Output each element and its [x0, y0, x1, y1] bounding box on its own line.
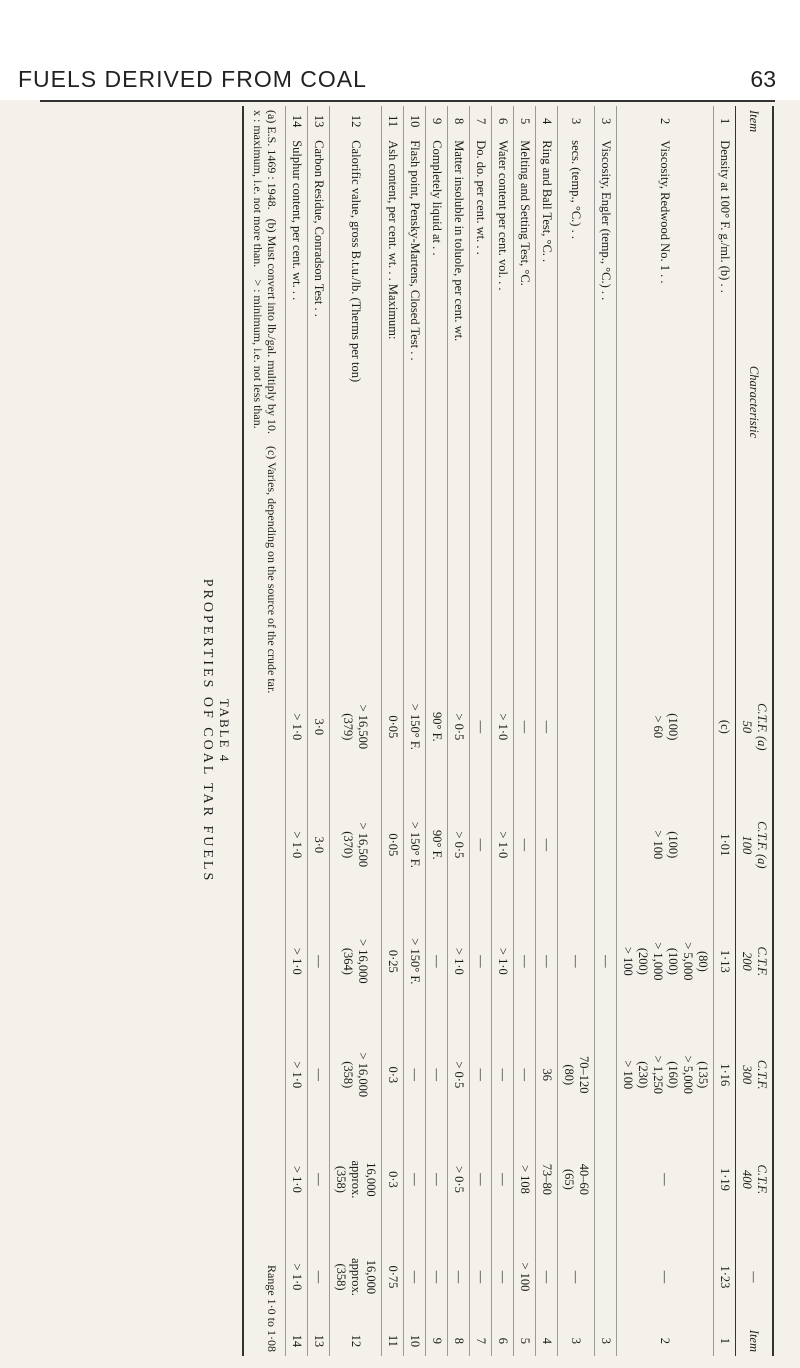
cell-item: 3	[558, 1326, 595, 1356]
rotated-table-holder	[50, 106, 774, 1356]
cell-item: 5	[514, 1326, 536, 1356]
footnote-c: (c) Varies, depending on the source of the crude tar.	[265, 445, 279, 694]
cell-characteristic: Carbon Residue, Conradson Test . .	[308, 136, 330, 668]
running-head: FUELS DERIVED FROM COAL	[18, 66, 367, 92]
table-row	[382, 106, 404, 1356]
cell-characteristic: Calorific value, gross B.t.u./lb. (Therms per ton)	[330, 136, 382, 668]
table-row	[330, 106, 382, 1356]
cell-value: > 1·0	[492, 786, 514, 904]
table-number: TABLE 4	[217, 698, 233, 764]
cell-item: 11	[382, 1326, 404, 1356]
cell-item: 1	[714, 1326, 736, 1356]
cell-value: 0·3	[382, 1019, 404, 1131]
cell-characteristic: Viscosity, Engler (temp., °C.) . .	[595, 136, 617, 668]
cell-value	[595, 1019, 617, 1131]
cell-item: 6	[492, 106, 514, 136]
cell-value: —	[426, 1131, 448, 1228]
header-col-3: C.T.F. 200	[736, 904, 774, 1019]
table-row	[536, 106, 558, 1356]
cell-item: 9	[426, 1326, 448, 1356]
cell-item: 5	[514, 106, 536, 136]
header-col-5: C.T.F. 400	[736, 1131, 774, 1228]
cell-value: —	[470, 1019, 492, 1131]
cell-characteristic: Viscosity, Redwood No. 1 . .	[617, 136, 714, 668]
cell-item: 7	[470, 106, 492, 136]
cell-value: —	[470, 1228, 492, 1326]
cell-value: —	[426, 904, 448, 1019]
cell-characteristic: Density at 100° F. g./ml. (b) . .	[714, 136, 736, 668]
cell-value: —	[536, 786, 558, 904]
cell-item: 2	[617, 106, 714, 136]
cell-item: 13	[308, 1326, 330, 1356]
cell-value: —	[492, 1131, 514, 1228]
cell-value: 0·25	[382, 904, 404, 1019]
table-caption	[198, 106, 242, 1356]
cell-value: > 16,000 (364)	[330, 904, 382, 1019]
cell-characteristic: Ash content, per cent. wt. . . Maximum:	[382, 136, 404, 668]
footnote-row	[243, 106, 285, 1356]
cell-value: —	[514, 786, 536, 904]
cell-value	[595, 1228, 617, 1326]
cell-item: 1	[714, 106, 736, 136]
cell-item: 9	[426, 106, 448, 136]
table-title: PROPERTIES OF COAL TAR FUELS	[199, 578, 215, 884]
cell-value	[558, 668, 595, 786]
cell-characteristic: Melting and Setting Test, °C.	[514, 136, 536, 668]
cell-value: 90° F.	[426, 786, 448, 904]
cell-value	[595, 1131, 617, 1228]
cell-value: 0·75	[382, 1228, 404, 1326]
table-row	[595, 106, 617, 1356]
header-row	[736, 106, 774, 1356]
cell-characteristic: secs. (temp., °C.) . .	[558, 136, 595, 668]
cell-value	[595, 668, 617, 786]
cell-value: 16,000 approx. (358)	[330, 1228, 382, 1326]
cell-value: > 0·5	[448, 668, 470, 786]
header-col-4: C.T.F. 300	[736, 1019, 774, 1131]
cell-item: 3	[595, 106, 617, 136]
cell-item: 3	[595, 1326, 617, 1356]
cell-value: > 0·5	[448, 786, 470, 904]
cell-value: > 16,000 (358)	[330, 1019, 382, 1131]
cell-characteristic: Completely liquid at . .	[426, 136, 448, 668]
table-body	[286, 106, 736, 1356]
cell-item: 8	[448, 106, 470, 136]
table-row	[426, 106, 448, 1356]
cell-value: (100) > 100	[617, 786, 714, 904]
properties-table	[198, 106, 774, 1356]
page-number: 63	[750, 66, 776, 92]
cell-value: > 1·0	[286, 786, 308, 904]
header-rule	[40, 100, 775, 102]
cell-value: 90° F.	[426, 668, 448, 786]
cell-characteristic: Matter insoluble in toluole, per cent. wt.	[448, 136, 470, 668]
cell-value: (c)	[714, 668, 736, 786]
cell-value: —	[426, 1228, 448, 1326]
cell-value: > 150° F.	[404, 668, 426, 786]
cell-characteristic: Sulphur content, per cent. wt. . .	[286, 136, 308, 668]
header-item-right: Item	[736, 1326, 774, 1356]
cell-value: —	[492, 1228, 514, 1326]
cell-value: 70–120 (80)	[558, 1019, 595, 1131]
cell-value: —	[308, 904, 330, 1019]
cell-value: —	[595, 904, 617, 1019]
cell-value: —	[617, 1228, 714, 1326]
cell-value: 1·13	[714, 904, 736, 1019]
cell-item: 3	[558, 106, 595, 136]
header-item: Item	[736, 106, 774, 136]
cell-value: 1·23	[714, 1228, 736, 1326]
cell-value: —	[558, 1228, 595, 1326]
cell-value: —	[536, 1228, 558, 1326]
cell-value: (100) > 60	[617, 668, 714, 786]
cell-value: 0·05	[382, 668, 404, 786]
header-col-1: C.T.F. (a) 50	[736, 668, 774, 786]
cell-value: 3·0	[308, 786, 330, 904]
cell-characteristic: Water content per cent. vol. . .	[492, 136, 514, 668]
cell-item: 14	[286, 1326, 308, 1356]
cell-value: —	[514, 1019, 536, 1131]
cell-value: —	[426, 1019, 448, 1131]
table-row	[286, 106, 308, 1356]
cell-value: —	[470, 668, 492, 786]
table-frame	[50, 106, 774, 1356]
cell-value: > 1·0	[492, 668, 514, 786]
cell-value: 0·3	[382, 1131, 404, 1228]
table-row	[714, 106, 736, 1356]
cell-value: 0·05	[382, 786, 404, 904]
cell-value: 1·01	[714, 786, 736, 904]
cell-value: > 0·5	[448, 1019, 470, 1131]
table-row	[514, 106, 536, 1356]
cell-value: —	[492, 1019, 514, 1131]
cell-item: 6	[492, 1326, 514, 1356]
cell-item: 13	[308, 106, 330, 136]
cell-value: > 1·0	[286, 1131, 308, 1228]
cell-value: —	[536, 668, 558, 786]
cell-item: 2	[617, 1326, 714, 1356]
cell-value: > 1·0	[286, 1228, 308, 1326]
cell-value: 3·0	[308, 668, 330, 786]
header-characteristic: Characteristic	[736, 136, 774, 668]
table-row	[617, 106, 714, 1356]
cell-value: (135) > 5,000 (160) > 1,250 (230) > 100	[617, 1019, 714, 1131]
cell-value: > 1·0	[492, 904, 514, 1019]
cell-item: 11	[382, 106, 404, 136]
cell-item: 10	[404, 1326, 426, 1356]
table-row	[448, 106, 470, 1356]
cell-item: 8	[448, 1326, 470, 1356]
cell-value: —	[514, 904, 536, 1019]
cell-value: > 16,500 (379)	[330, 668, 382, 786]
cell-characteristic: Do. do. per cent. wt. . .	[470, 136, 492, 668]
cell-value: 1·19	[714, 1131, 736, 1228]
cell-value: > 100	[514, 1228, 536, 1326]
cell-value: 36	[536, 1019, 558, 1131]
cell-value: > 1·0	[448, 904, 470, 1019]
cell-value: —	[448, 1228, 470, 1326]
cell-value	[595, 786, 617, 904]
cell-value: > 0·5	[448, 1131, 470, 1228]
cell-value: > 1·0	[286, 904, 308, 1019]
cell-item: 12	[330, 106, 382, 136]
table-row	[404, 106, 426, 1356]
footnote-x: x : maximum, i.e. not more than.	[250, 110, 265, 268]
table-row	[308, 106, 330, 1356]
cell-item: 7	[470, 1326, 492, 1356]
cell-value: > 1·0	[286, 668, 308, 786]
cell-value	[558, 786, 595, 904]
cell-characteristic: Flash point, Pensky-Martens, Closed Test . .	[404, 136, 426, 668]
table-row	[558, 106, 595, 1356]
cell-characteristic: Ring and Ball Test, °C. .	[536, 136, 558, 668]
cell-item: 12	[330, 1326, 382, 1356]
cell-value: > 16,500 (370)	[330, 786, 382, 904]
cell-value: > 150° F.	[404, 904, 426, 1019]
cell-value: —	[404, 1131, 426, 1228]
cell-value: 1·16	[714, 1019, 736, 1131]
page-header	[0, 0, 800, 100]
footnote-range: Range 1·0 to 1·08	[265, 1265, 279, 1352]
cell-value: —	[308, 1131, 330, 1228]
cell-value: —	[558, 904, 595, 1019]
cell-value: —	[308, 1228, 330, 1326]
cell-value: —	[470, 1131, 492, 1228]
cell-item: 4	[536, 1326, 558, 1356]
cell-value: —	[617, 1131, 714, 1228]
table-row	[492, 106, 514, 1356]
cell-value: —	[470, 786, 492, 904]
header-col-2: C.T.F. (a) 100	[736, 786, 774, 904]
footnotes	[243, 106, 285, 1356]
cell-value: 16,000 approx. (358)	[330, 1131, 382, 1228]
footnote-y: > : minimum, i.e. not less than.	[250, 279, 265, 429]
header-col-6: —	[736, 1228, 774, 1326]
cell-value: —	[308, 1019, 330, 1131]
cell-value: > 108	[514, 1131, 536, 1228]
cell-value: > 150° F.	[404, 786, 426, 904]
cell-value: —	[470, 904, 492, 1019]
footnote-b: (b) Must convert into lb./gal. multiply by 10.	[265, 218, 279, 434]
footnote-a: (a) E.S. 1469 : 1948.	[265, 110, 279, 210]
cell-item: 10	[404, 106, 426, 136]
table-row	[470, 106, 492, 1356]
cell-value: (80) > 5,000 (100) > 1,000 (200) > 100	[617, 904, 714, 1019]
cell-value: 40–60 (65)	[558, 1131, 595, 1228]
cell-value: —	[514, 668, 536, 786]
cell-value: —	[404, 1019, 426, 1131]
cell-item: 14	[286, 106, 308, 136]
cell-value: —	[404, 1228, 426, 1326]
cell-value: > 1·0	[286, 1019, 308, 1131]
cell-value: —	[536, 904, 558, 1019]
cell-value: 73–80	[536, 1131, 558, 1228]
cell-item: 4	[536, 106, 558, 136]
